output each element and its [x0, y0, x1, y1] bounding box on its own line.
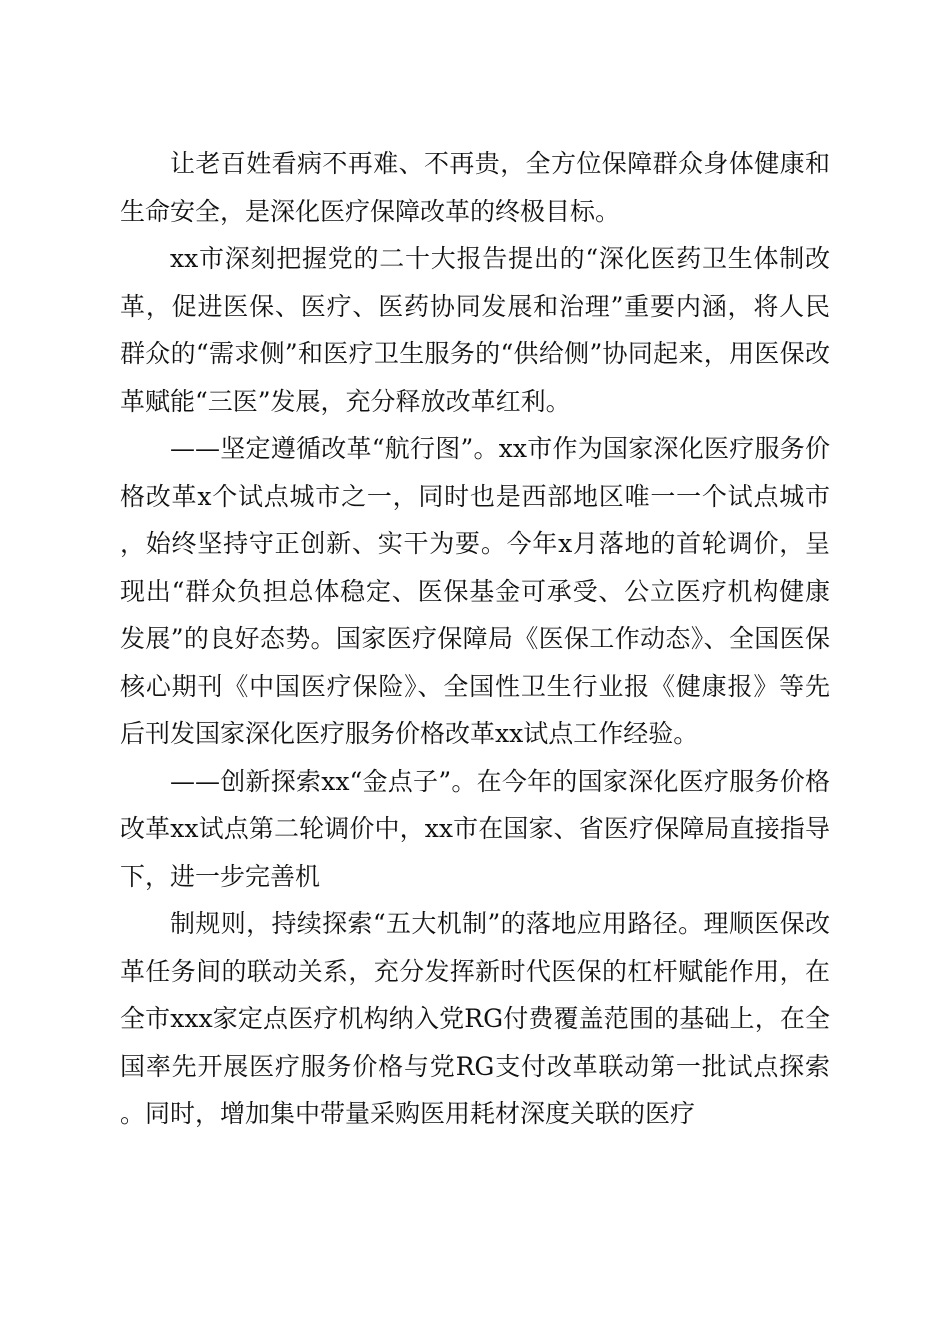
paragraph-reform-overview: xx市深刻把握党的二十大报告提出的“深化医药卫生体制改革，促进医保、医疗、医药协同发展和治理”重要内涵，将人民群众的“需求侧”和医疗卫生服务的“供给侧”协同起来，用医保改革赋能“三医”发展，充分释放改革红利。: [120, 244, 830, 416]
paragraph-golden-ideas: ——创新探索xx“金点子”。在今年的国家深化医疗服务价格改革xx试点第二轮调价中，xx市在国家、省医疗保障局直接指导下，进一步完善机: [120, 766, 830, 891]
paragraph-mechanism-rules: 制规则，持续探索“五大机制”的落地应用路径。理顺医保改革任务间的联动关系，充分发挥新时代医保的杠杆赋能作用，在全市xxx家定点医疗机构纳入党RG付费覆盖范围的基础上，在全国率先开展医疗服务价格与党RG支付改革联动第一批试点探索。同时，增加集中带量采购医用耗材深度关联的医疗: [120, 909, 830, 1128]
document-body: [120, 140, 830, 1138]
paragraph-intro: 让老百姓看病不再难、不再贵，全方位保障群众身体健康和生命安全，是深化医疗保障改革的终极目标。: [120, 149, 830, 226]
paragraph-navigation-map: ——坚定遵循改革“航行图”。xx市作为国家深化医疗服务价格改革x个试点城市之一，同时也是西部地区唯一一个试点城市，始终坚持守正创新、实干为要。今年x月落地的首轮调价，呈现出“群众负担总体稳定、医保基金可承受、公立医疗机构健康发展”的良好态势。国家医疗保障局《医保工作动态》、全国医保核心期刊《中国医疗保险》、全国性卫生行业报《健康报》等先后刊发国家深化医疗服务价格改革xx试点工作经验。: [120, 434, 830, 748]
